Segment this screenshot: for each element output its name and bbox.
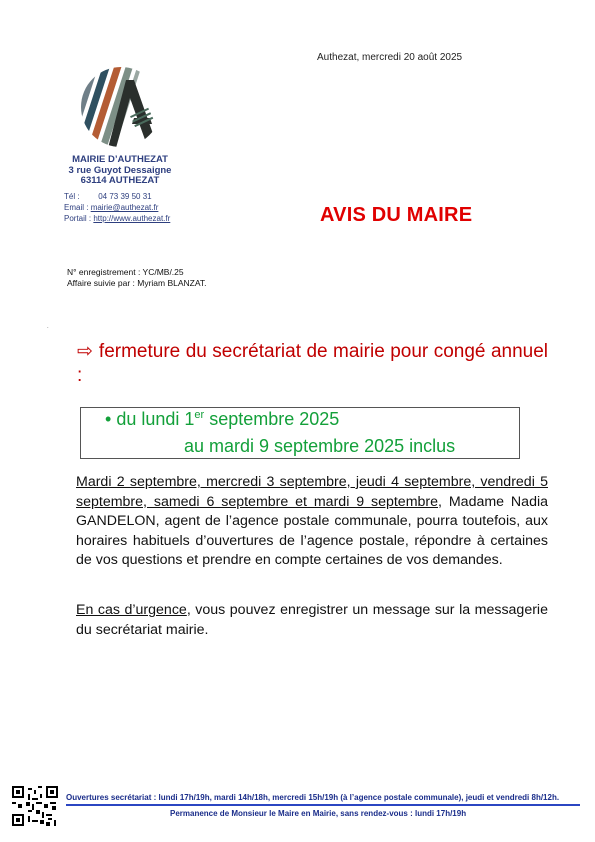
registration-number: N° enregistrement : YC/MB/.25	[67, 267, 184, 277]
emergency-label: En cas d’urgence	[76, 602, 187, 618]
body-paragraph-2	[76, 601, 548, 640]
body-paragraph-2-text: , vous pouvez enregistrer un message sur la messagerie du secrétariat mairie.	[76, 602, 548, 638]
portal-label: Portail :	[64, 214, 92, 223]
reference-block	[67, 267, 207, 289]
email-label: Email :	[64, 203, 89, 212]
arrow-right-icon: ⇨	[77, 341, 93, 362]
mairie-logo	[76, 62, 166, 152]
headline-text: fermeture du secrétariat de mairie pour congé annuel :	[77, 341, 548, 386]
closure-end-date: au mardi 9 septembre 2025 inclus	[184, 436, 456, 456]
footer-opening-hours: Ouvertures secrétariat : lundi 17h/19h, mardi 14h/18h, mercredi 15h/19h (à l’agence postale communale), jeudi et vendredi 8h/12h.	[66, 793, 560, 802]
case-handler: Affaire suivie par : Myriam BLANZAT.	[67, 278, 207, 288]
document-title: AVIS DU MAIRE	[320, 204, 473, 226]
organisation-city: 63114 AUTHEZAT	[80, 175, 160, 186]
start-suffix: septembre 2025	[204, 409, 340, 429]
margin-dot: .	[47, 324, 49, 330]
closure-start-date	[105, 409, 339, 430]
qr-code-icon	[12, 786, 58, 826]
start-ordinal: er	[194, 409, 205, 421]
email-link[interactable]: mairie@authezat.fr	[90, 203, 159, 212]
bullet-icon: •	[105, 409, 112, 429]
body-paragraph-1	[76, 473, 548, 571]
phone-number: 04 73 39 50 31	[98, 192, 152, 201]
body-paragraph-1-text: , Madame Nadia GANDELON, agent de l’agence postale communale, pourra toutefois, aux horaires habituels d’ouvertures de l’agence postale, répondre à certaines de vos questions et prendre en compte certaines de vos demandes.	[76, 493, 549, 568]
closure-days: Mardi 2 septembre, mercredi 3 septembre, jeudi 4 septembre, vendredi 5 septembre, samedi 6 septembre et mardi 9 septembre	[76, 474, 548, 510]
portal-link[interactable]: http://www.authezat.fr	[93, 214, 171, 223]
notice-headline	[77, 340, 548, 388]
footer-divider	[66, 804, 580, 806]
start-prefix: du lundi 1	[116, 409, 195, 429]
organisation-street: 3 rue Guyot Dessaigne	[68, 164, 172, 176]
footer-permanence: Permanence de Monsieur le Maire en Mairie, sans rendez-vous : lundi 17h/19h	[170, 809, 467, 818]
organisation-contacts	[64, 191, 170, 224]
letter-date: Authezat, mercredi 20 août 2025	[317, 52, 463, 63]
organisation-address	[40, 155, 200, 187]
organisation-name: MAIRIE D’AUTHEZAT	[72, 154, 168, 165]
phone-label: Tél :	[64, 192, 80, 201]
